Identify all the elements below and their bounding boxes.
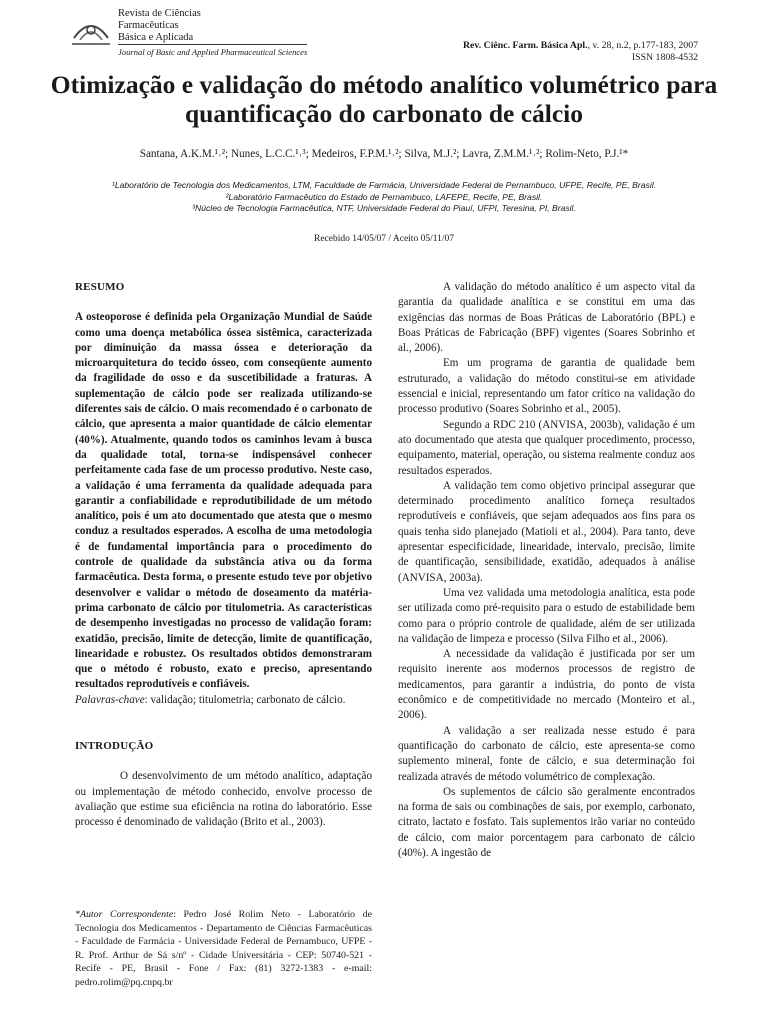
paragraph: A validação a ser realizada nesse estudo é para quantificação do carbonato de cálcio, este apresenta-se como suplemento mineral, fonte de cálcio, e sua determinação foi realizada através de método volumétrico de complexação.: [398, 724, 695, 783]
affiliation-1: ¹Laboratório de Tecnologia dos Medicamentos, LTM, Faculdade de Farmácia, Universidade Federal de Pernambuco, UFPE, Recife, PE, Brasil.: [111, 180, 657, 190]
journal-line-2: Farmacêuticas: [118, 20, 179, 31]
paragraph: A necessidade da validação é justificada por ser um requisito inerente aos modernos processos de registro de medicamentos, para garantir a indústria, do ponto de vista econômico e de competitividade no mercado (Monteiro et al., 2006).: [398, 648, 695, 722]
paragraph: A validação tem como objetivo principal assegurar que determinado procedimento analítico forneça resultados reprodutíveis e confiáveis, que sejam adequados aos fins para os quais tenha sido planejado (Matioli et al., 2004). Para tanto, deve apresentar especificidade, linearidade, intervalo, precisão, limite de quantificação, sensibilidade, exatidão, adequados à análise (ANVISA, 2003a).: [398, 479, 695, 584]
affiliation-3: ³Núcleo de Tecnologia Farmacêutica, NTF, Universidade Federal do Piauí, UFPI, Teresina, PI, Brasil.: [192, 203, 576, 213]
citation-journal: Rev. Ciênc. Farm. Básica Apl.: [462, 40, 588, 51]
left-column: [75, 280, 372, 831]
corresponding-author-footnote: [75, 908, 372, 990]
citation-volume: , v. 28, n.2, p.177-183, 2007: [587, 40, 698, 51]
paragraph: Os suplementos de cálcio são geralmente encontrados na forma de sais ou combinações de sais, por exemplo, carbonato, citrato, lactato e fosfato. Tais suplementos irão variar no conteúdo de cálcio, com maior porcentagem para carbonato de cálcio (40%). A ingestão de: [398, 785, 695, 859]
keywords: [75, 693, 372, 708]
paragraph: A validação do método analítico é um aspecto vital da garantia da qualidade analítica e se constitui em uma das exigências das normas de Boas Práticas de Laboratório (BPL) e Boas Práticas de Fabricação (BPF) vigentes (Soares Sobrinho et al., 2006).: [398, 281, 695, 355]
journal-header: [68, 4, 698, 64]
footnote-text: : Pedro José Rolim Neto - Laboratório de Tecnologia dos Medicamentos - Departamento de Ciências Farmacêuticas - Faculdade de Farmácia - Universidade Federal de Pernambuco, UFPE - R. Prof. Arthur de Sá s/nº - Cidade Universitária - CEP: 50740-521 - Recife - PE, Brasil - Fone / Fax: (81) 3272-1383 - e-mail: pedro.rolim@pq.cnpq.br: [75, 909, 372, 988]
received-date: Recebido 14/05/07 / Aceito 05/11/07: [313, 234, 455, 244]
keywords-label: Palavras-chave: [75, 693, 145, 706]
journal-logo-icon: [68, 8, 114, 50]
affiliations: [40, 180, 728, 215]
journal-line-3: Básica e Aplicada: [118, 32, 194, 43]
issn: ISSN 1808-4532: [631, 52, 698, 63]
article-title: Otimização e validação do método analítico volumétrico para quantificação do carbonato de cálcio: [50, 70, 718, 128]
citation-block: [463, 40, 698, 64]
keywords-text: : validação; titulometria; carbonato de cálcio.: [144, 693, 346, 706]
affiliation-2: ²Laboratório Farmacêutico do Estado de Pernambuco, LAFEPE, Recife, PE, Brasil.: [225, 191, 543, 202]
journal-english-name: Journal of Basic and Applied Pharmaceutical Sciences: [118, 44, 307, 58]
paragraph: Segundo a RDC 210 (ANVISA, 2003b), validação é um ato documentado que atesta que qualquer procedimento, processo, equipamento, material, operação, ou sistema realmente conduz aos resultados esperados.: [398, 418, 695, 477]
introduction-heading: INTRODUÇÃO: [75, 740, 154, 753]
journal-line-1: Revista de Ciências: [118, 8, 201, 19]
paragraph: Em um programa de garantia de qualidade bem estruturado, a validação do método constitui-se em atividade essencial e inicial, representando um fator crítico na validação do processo produtivo (Soares Sobrinho et al., 2005).: [398, 357, 695, 416]
journal-name: [118, 8, 307, 59]
abstract-heading: RESUMO: [75, 281, 125, 293]
abstract-text: A osteoporose é definida pela Organização Mundial de Saúde como uma doença metabólica óssea sistêmica, caracterizada por diminuição da massa óssea e deterioração da microarquitetura do tecido ósseo, com conseqüente aumento da fragilidade do osso e da suscetibilidade a fraturas. A suplementação de cálcio pode ser realizada utilizando-se diferentes sais de cálcio. O mais recomendado é o carbonato de cálcio, que apresenta a maior quantidade de cálcio elementar (40%). Atualmente, quando todos os caminhos levam à busca da qualidade total, torna-se indispensável conhecer perfeitamente cada fase de um processo produtivo. Neste caso, a validação é uma ferramenta da qualidade adequada para garantir a confiabilidade e reprodutibilidade de um método analítico, pois é um ato documentado que atesta que o mesmo conduz a resultados esperados. A escolha de uma metodologia é de fundamental importância para o procedimento do controle de qualidade da substância ativa ou da forma farmacêutica. Desta forma, o presente estudo teve por objetivo desenvolver e validar o método de doseamento da matéria-prima carbonato de cálcio por titulometria. As características de desempenho investigadas no processo de validação foram: exatidão, precisão, limite de detecção, limite de quantificação, linearidade e robustez. Os resultados obtidos demonstraram que o método é robusto, exato e preciso, apresentando resultados reprodutíveis e confiáveis.: [75, 311, 372, 691]
paragraph: Uma vez validada uma metodologia analítica, esta pode ser utilizada como pré-requisito para o estudo de estabilidade bem como para o próprio controle de qualidade, além de ser utilizada na validação de limpeza e processo (Silva Filho et al., 2006).: [398, 586, 695, 645]
right-column: [398, 280, 695, 861]
introduction-paragraph: O desenvolvimento de um método analítico, adaptação ou implementação de método conhecido, envolve processo de avaliação que estime sua eficiência na rotina do laboratório. Esse processo é denominado de validação (Brito et al., 2003).: [75, 770, 372, 829]
author-list: Santana, A.K.M.¹˒²; Nunes, L.C.C.¹˒³; Medeiros, F.P.M.¹˒²; Silva, M.J.²; Lavra, Z.M.M.¹˒²; Rolim-Neto, P.J.¹*: [139, 148, 629, 160]
footnote-label: *Autor Correspondente: [75, 909, 174, 920]
